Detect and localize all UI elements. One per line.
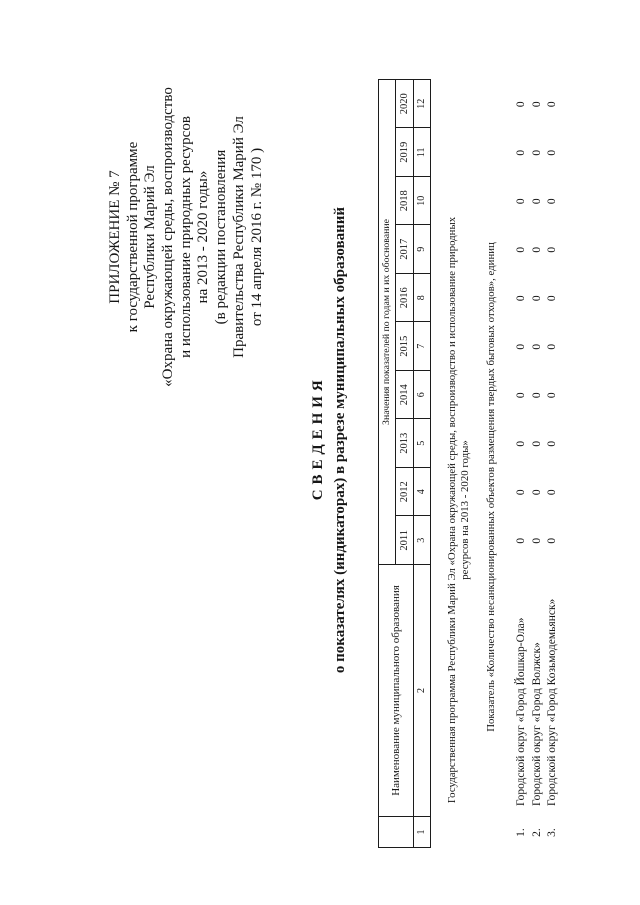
indicators-table-header (378, 79, 431, 848)
column-number: 12 (414, 79, 431, 128)
column-numbers-row (414, 79, 431, 847)
data-row (514, 80, 530, 848)
column-number: 3 (414, 516, 431, 565)
row-value: 0 (515, 440, 527, 447)
row-value: 0 (530, 295, 543, 302)
row-value: 0 (515, 537, 527, 544)
indicator-caption: Показатель «Количество несанкционированных объектов размещения твердых бытовых отходов», единиц (485, 242, 497, 732)
program-caption-line: Государственная программа Республики Марий Эл «Охрана окружающей среды, воспроизводство и использование природных (446, 216, 458, 804)
appendix-line: ПРИЛОЖЕНИЕ № 7 (107, 170, 123, 304)
row-value: 0 (530, 101, 543, 108)
program-caption-line: ресурсов на 2013 - 2020 годы» (459, 440, 471, 580)
municipality-name: Городской округ «Город Волжск» (530, 642, 543, 806)
row-value: 0 (515, 295, 527, 302)
column-number: 4 (414, 468, 431, 517)
row-value: 0 (546, 246, 558, 253)
appendix-line: от 14 апреля 2016 г. № 170 ) (248, 147, 265, 327)
year-header: 2018 (396, 177, 414, 226)
row-value: 0 (546, 489, 558, 496)
year-header: 2014 (396, 371, 414, 420)
column-number: 7 (414, 322, 431, 371)
row-value: 0 (515, 198, 527, 205)
year-header: 2015 (396, 322, 414, 371)
appendix-line: «Охрана окружающей среды, воспроизводство (160, 87, 177, 387)
row-number: 1. (515, 828, 527, 837)
row-value: 0 (530, 392, 543, 399)
row-value: 0 (515, 392, 527, 399)
appendix-line: (в редакции постановления (213, 149, 230, 325)
appendix-line: к государственной программе (124, 141, 141, 333)
data-row (530, 80, 546, 848)
data-rows (514, 80, 561, 848)
row-number: 3. (546, 828, 558, 837)
column-number: 1 (414, 817, 431, 848)
municipality-name: Городской округ «Город Козьмодемьянск» (546, 598, 558, 806)
year-header: 2013 (396, 419, 414, 468)
row-value: 0 (530, 440, 543, 447)
column-number: 6 (414, 371, 431, 420)
appendix-line: и использование природных ресурсов (177, 116, 194, 358)
row-value: 0 (530, 343, 543, 350)
row-value: 0 (515, 343, 527, 350)
year-header: 2017 (396, 225, 414, 274)
table-header-row (379, 79, 396, 847)
year-header: 2012 (396, 468, 414, 517)
row-value: 0 (546, 440, 558, 447)
column-number: 9 (414, 225, 431, 274)
appendix-line: на 2013 - 2020 годы» (195, 170, 212, 304)
row-value: 0 (515, 149, 527, 156)
appendix-line: Правительства Республики Марий Эл (230, 116, 247, 358)
row-value: 0 (530, 198, 543, 205)
appendix-block (107, 81, 266, 393)
row-value: 0 (546, 537, 558, 544)
values-header: Значения показателей по годам и их обоснование (379, 79, 396, 564)
row-value: 0 (530, 537, 543, 544)
program-caption (446, 215, 472, 805)
row-value: 0 (530, 489, 543, 496)
year-header: 2016 (396, 274, 414, 323)
year-header: 2011 (396, 516, 414, 565)
row-value: 0 (530, 149, 543, 156)
year-header: 2020 (396, 79, 414, 128)
row-value: 0 (515, 489, 527, 496)
appendix-line: Республики Марий Эл (142, 165, 159, 309)
document-title: С В Е Д Е Н И Я (310, 379, 326, 501)
column-number: 8 (414, 274, 431, 323)
row-value: 0 (546, 295, 558, 302)
municipality-data-table (514, 80, 561, 848)
year-header: 2019 (396, 128, 414, 177)
number-header-cell (379, 817, 414, 848)
column-number: 2 (414, 565, 431, 817)
column-number: 11 (414, 128, 431, 177)
row-value: 0 (546, 343, 558, 350)
municipality-header: Наименование муниципального образования (379, 565, 414, 817)
municipality-name: Городской округ «Город Йошкар-Ола» (515, 617, 527, 806)
row-value: 0 (546, 149, 558, 156)
document-subtitle: о показателях (индикаторах) в разрезе муниципальных образований (332, 206, 348, 674)
column-number: 10 (414, 177, 431, 226)
row-value: 0 (546, 198, 558, 205)
row-value: 0 (515, 246, 527, 253)
row-number: 2. (530, 828, 543, 837)
row-value: 0 (546, 392, 558, 399)
column-number: 5 (414, 419, 431, 468)
data-row (545, 80, 561, 848)
row-value: 0 (546, 101, 558, 108)
row-value: 0 (515, 101, 527, 108)
row-value: 0 (530, 246, 543, 253)
